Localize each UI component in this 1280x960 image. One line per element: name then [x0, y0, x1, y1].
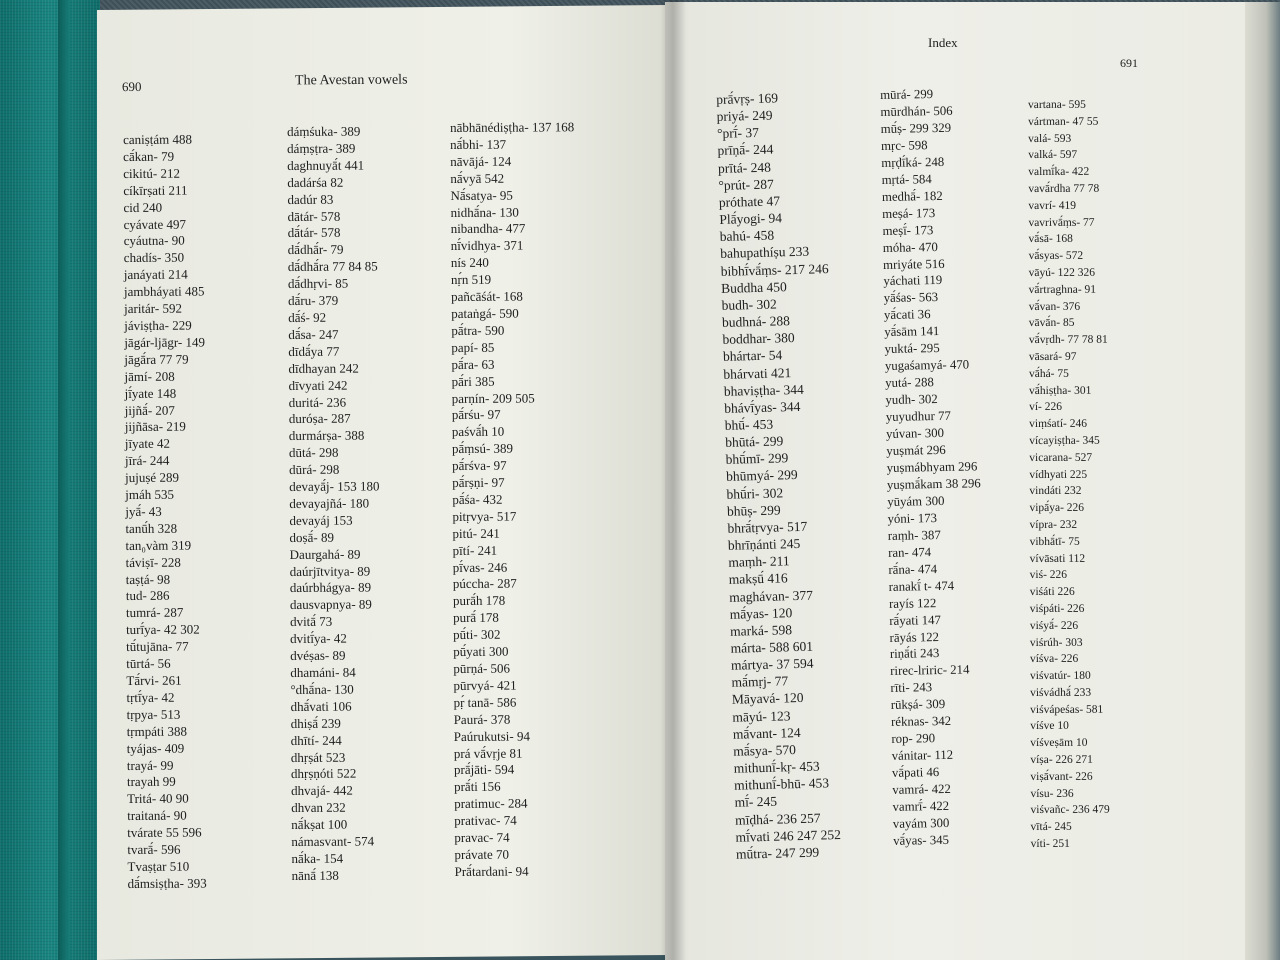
index-entry: bhū́mī- 299	[725, 450, 789, 468]
index-entry: vayám 300	[892, 815, 950, 831]
index-entry: maghávan- 377	[729, 587, 814, 605]
index-entry: taṣṭá- 98	[125, 571, 171, 587]
index-entry: raṃh- 387	[887, 527, 941, 543]
index-entry: vívāsati 112	[1029, 552, 1086, 565]
index-entry: pū́yati 300	[453, 643, 509, 660]
index-entry: mṛc- 598	[880, 138, 928, 153]
index-entry: nābhānédiṣṭha- 137 168	[450, 119, 575, 135]
index-entry: víśva- 226	[1029, 653, 1079, 666]
index-entry: yugaśamyá- 470	[884, 357, 970, 374]
index-entry: Paúrukutsi- 94	[453, 728, 531, 744]
index-entry: mūrá- 299	[880, 87, 934, 102]
index-entry: mā́vant- 124	[732, 724, 801, 742]
index-entry: maṃh- 211	[728, 553, 790, 571]
index-entry: parṇín- 209 505	[451, 389, 535, 406]
index-entry: turī́ya- 42 302	[125, 621, 200, 638]
index-entry: tvarā́- 596	[127, 841, 181, 858]
index-entry: Māyavá- 120	[731, 690, 804, 708]
index-entry: dūrá- 298	[289, 461, 340, 478]
index-entry: ranakī́ t- 474	[888, 578, 955, 594]
index-entry: bhūmyá- 299	[725, 467, 798, 485]
index-entry: dhṛṣṇóti 522	[290, 766, 357, 782]
index-entry: jyā́- 43	[125, 503, 162, 519]
index-entry: réknas- 342	[890, 714, 952, 730]
index-entry: vísu- 236	[1030, 787, 1074, 800]
index-entry: dā́tár- 578	[287, 225, 341, 241]
index-entry: trayah 99	[126, 774, 176, 790]
index-entry: daghnuyā́t 441	[287, 157, 365, 173]
index-entry: doṣā́- 89	[289, 529, 334, 545]
index-entry: Tā́rvi- 261	[126, 672, 182, 688]
index-entry: mártya- 37 594	[730, 655, 814, 673]
index-entry: víti- 251	[1030, 837, 1070, 851]
index-entry: vavrí- 419	[1028, 199, 1076, 212]
index-entry: bhūtá- 299	[725, 433, 784, 451]
index-entry: viśpáti- 226	[1029, 602, 1085, 615]
index-entry: cíkīrṣati 211	[123, 182, 188, 198]
index-entry: riṇā́ti 243	[889, 646, 940, 662]
index-entry: pā́ra- 63	[451, 356, 495, 372]
index-entry: yūyám 300	[887, 493, 945, 509]
index-entry: yā́sām 141	[884, 324, 940, 340]
book-gutter-shadow	[660, 0, 686, 960]
index-entry: vītá- 245	[1030, 821, 1072, 834]
index-entry: nā́ka- 154	[291, 850, 344, 866]
index-entry: dā́ru- 379	[288, 292, 339, 309]
index-entry: jāgā́ra 77 79	[124, 351, 189, 367]
index-entry: traitaná- 90	[127, 807, 187, 824]
index-entry: pataṅgá- 590	[451, 305, 519, 321]
index-entry: prā́ti 156	[454, 779, 501, 795]
index-entry: Tritá- 40 90	[127, 790, 189, 807]
index-entry: dā́msiṣṭha- 393	[127, 875, 207, 891]
index-entry: pā́rṣṇi- 97	[452, 474, 505, 491]
index-entry: jáviṣṭha- 229	[124, 317, 192, 333]
index-entry: tṛtī́ya- 42	[126, 689, 175, 705]
index-entry: pratimuc- 284	[454, 795, 528, 812]
index-entry: marká- 598	[729, 622, 793, 639]
index-entry: pī́vas- 246	[452, 559, 508, 575]
index-entry: jmáh 535	[125, 486, 175, 503]
index-entry: rop- 290	[891, 731, 936, 747]
index-entry: meṣī́- 173	[882, 222, 934, 238]
index-entry: Daurgahá- 89	[289, 546, 361, 562]
index-entry: dā́sa- 247	[288, 326, 339, 342]
index-entry: mīḍhá- 236 257	[734, 810, 821, 828]
index-entry: jaritár- 592	[124, 300, 182, 317]
index-entry: dhamáni- 84	[290, 664, 356, 680]
index-entry: dáṃśuka- 389	[287, 123, 361, 139]
index-entry: dadúr 83	[287, 191, 334, 207]
index-entry: pitṛvya- 517	[452, 508, 517, 524]
index-entry: prá vā́vṛje 81	[453, 745, 523, 761]
index-entry: mā́yas- 120	[729, 604, 793, 622]
index-entry: meṣá- 173	[882, 205, 936, 221]
index-entry: budhná- 288	[721, 313, 791, 330]
index-entry: durmárṣa- 388	[288, 427, 365, 444]
index-entry: prītá- 248	[717, 159, 772, 176]
index-entry: vā́rtraghna- 91	[1028, 283, 1097, 296]
index-entry: rā́na- 474	[888, 561, 938, 577]
index-entry: valmī́ka- 422	[1028, 165, 1090, 179]
index-entry: vavrivā́ṃs- 77	[1028, 216, 1095, 229]
index-entry: yóni- 173	[887, 510, 938, 526]
index-entry: vídhyati 225	[1029, 468, 1088, 481]
index-entry: Nā́satya- 95	[450, 187, 513, 203]
index-entry: yuṣmā́kam 38 296	[886, 476, 981, 492]
index-entry: Tvaṣṭar 510	[127, 858, 190, 874]
index-entry: bhū́- 453	[724, 416, 774, 433]
index-entry: vicarana- 527	[1029, 451, 1093, 464]
index-entry: yā́cati 36	[883, 307, 931, 323]
index-entry: vā́van- 376	[1028, 300, 1081, 313]
index-entry: pā́ri 385	[451, 373, 495, 389]
index-entry: vipā́ya- 226	[1029, 501, 1085, 515]
index-entry: prativac- 74	[454, 812, 517, 829]
index-entry: móha- 470	[882, 239, 939, 255]
index-entry: jijñāsa- 219	[124, 419, 186, 435]
index-entry: mā́mṛj- 77	[731, 673, 789, 691]
index-entry: dīdhayan 242	[288, 360, 359, 376]
index-entry: dūtá- 298	[288, 444, 339, 461]
index-entry: dvéṣas- 89	[290, 647, 346, 664]
index-entry: dhiṣā́ 239	[290, 715, 341, 731]
index-entry: dhītí- 244	[290, 732, 342, 748]
index-entry: mū́ṣ- 299 329	[880, 120, 952, 136]
index-entry: yúvan- 300	[885, 425, 945, 442]
index-entry: tṛmpáti 388	[126, 723, 188, 739]
index-entry: vindáti 232	[1029, 485, 1082, 498]
index-entry: caniṣṭám 488	[123, 131, 193, 147]
cloth-book-cover	[0, 0, 100, 960]
index-entry: vāyú- 122 326	[1028, 266, 1096, 279]
index-entry: jāgár-ljāgr- 149	[124, 334, 206, 350]
index-entry: chadís- 350	[123, 249, 185, 266]
index-entry: vāvā́n- 85	[1028, 317, 1075, 330]
index-entry: nā́vyā 542	[450, 170, 505, 186]
index-entry: vamrī́- 422	[892, 798, 950, 814]
right-page-number: 691	[1120, 56, 1138, 70]
index-entry: Prā́tardani- 94	[454, 863, 529, 879]
index-entry: valá- 593	[1028, 132, 1072, 145]
index-entry: táviṣī- 228	[125, 554, 181, 570]
index-entry: yuktá- 295	[884, 341, 940, 357]
index-entry: devayáj 153	[289, 512, 353, 528]
index-entry: vícayiṣṭha- 345	[1029, 434, 1100, 447]
index-entry: viśvápeśas- 581	[1030, 703, 1104, 716]
index-entry: paśvā́h 10	[451, 423, 505, 440]
index-entry: nā́bhi- 137	[450, 136, 507, 152]
index-entry: rā́yati 147	[889, 612, 941, 628]
index-entry: dausvapnya- 89	[289, 596, 372, 613]
index-entry: pā́tra- 590	[451, 322, 505, 338]
index-entry: cikitú- 212	[123, 165, 180, 181]
index-entry: mā́sya- 570	[733, 742, 797, 759]
index-entry: nāvājá- 124	[450, 153, 512, 169]
index-entry: priyá- 249	[716, 107, 773, 125]
index-entry: medhā́- 182	[881, 188, 943, 204]
index-entry: °prī́- 37	[716, 125, 760, 142]
index-entry: mṛtá- 584	[881, 171, 932, 187]
index-entry: yudh- 302	[885, 392, 938, 408]
index-entry: ran- 474	[888, 544, 932, 560]
index-entry: rirec-lriric- 214	[890, 662, 970, 679]
index-entry: boddhar- 380	[722, 330, 795, 348]
index-entry: mū́tra- 247 299	[735, 844, 820, 862]
index-entry: viśvatúr- 180	[1030, 669, 1091, 683]
index-entry: mī́- 245	[734, 794, 778, 811]
index-entry: tyájas- 409	[126, 740, 185, 756]
index-entry: dhā́vati 106	[290, 698, 352, 714]
index-entry: tanū́h 328	[125, 520, 178, 536]
index-entry: rūkṣá- 309	[890, 697, 946, 713]
index-entry: jijñā́- 207	[124, 402, 175, 418]
index-entry: mī́vati 246 247 252	[735, 826, 842, 845]
index-entry: jīrá- 244	[124, 452, 170, 469]
index-entry: viśrúh- 303	[1029, 636, 1083, 649]
index-entry: vā́há- 75	[1028, 367, 1069, 380]
index-entry: tvárate 55 596	[127, 824, 202, 841]
right-running-head: Index	[928, 35, 958, 50]
index-entry: Plā́yogi- 94	[719, 210, 783, 228]
index-entry: cyávate 497	[123, 216, 187, 232]
index-entry: bibhī́vā́ṃs- 217 246	[720, 260, 829, 279]
index-entry: pravac- 74	[454, 829, 510, 846]
index-entry: bhrā́tṛvya- 517	[727, 518, 808, 536]
index-entry: tan₀vàm 319	[125, 537, 192, 553]
index-entry: vāsará- 97	[1028, 350, 1077, 363]
index-entry: tūrtá- 56	[126, 655, 171, 672]
index-entry: purā́ 178	[452, 609, 499, 626]
index-entry: daúrjītvitya- 89	[289, 563, 371, 579]
index-entry: prā́jāti- 594	[453, 762, 515, 778]
index-entry: viś- 226	[1029, 569, 1068, 582]
index-column-right-2	[880, 85, 987, 849]
index-entry: vā́syas- 572	[1028, 249, 1084, 263]
index-entry: viṃśatí- 246	[1029, 417, 1087, 431]
index-entry: bhaviṣṭha- 344	[723, 381, 804, 399]
index-entry: nṛ́n 519	[450, 271, 492, 288]
index-entry: dīvyati 242	[288, 377, 348, 393]
index-entry: duróṣa- 287	[288, 411, 351, 427]
index-entry: pitú- 241	[452, 525, 500, 541]
index-entry: dhvajá- 442	[291, 782, 353, 799]
index-entry: tū́tujāna- 77	[126, 638, 189, 655]
index-entry: viśyā́- 226	[1029, 619, 1079, 632]
index-entry: yáchati 119	[883, 273, 943, 289]
index-entry: vā́pati 46	[891, 765, 940, 781]
index-entry: yuṣmát 296	[886, 442, 946, 458]
index-entry: právate 70	[454, 846, 510, 862]
index-entry: tud- 286	[125, 588, 170, 604]
left-running-head: The Avestan vowels	[294, 72, 408, 89]
index-entry: víṣa- 226 271	[1030, 753, 1093, 767]
index-entry: pū́ti- 302	[453, 626, 501, 643]
index-entry: tumrá- 287	[125, 605, 184, 621]
index-entry: jīyate 42	[124, 436, 171, 452]
index-entry: dīdā́ya 77	[288, 343, 340, 359]
index-entry: dáṃṣṭra- 389	[287, 140, 356, 156]
index-entry: bhūṣ- 299	[726, 502, 781, 519]
index-entry: vibhā́tī- 75	[1029, 535, 1080, 548]
index-entry: pañcāśát- 168	[451, 288, 523, 305]
index-entry: vā́yas- 345	[893, 832, 950, 848]
index-entry: jāmí- 208	[124, 368, 175, 384]
index-entry: nānā́ 138	[291, 867, 339, 883]
index-entry: rīti- 243	[890, 680, 933, 696]
index-entry: dadárśa 82	[287, 174, 344, 190]
index-entry: yuyudhur 77	[885, 408, 951, 425]
index-column-right-1	[716, 88, 844, 863]
index-entry: mriyáte 516	[882, 256, 945, 272]
index-entry: próthate 47	[718, 193, 781, 210]
index-entry: vavā́rdha 77 78	[1028, 182, 1100, 195]
index-entry: nís 240	[450, 255, 489, 271]
index-entry: yuṣmábhyam 296	[886, 459, 978, 475]
index-entry: pūrvyá- 421	[453, 677, 517, 693]
index-entry: jī́yate 148	[124, 385, 177, 401]
right-page-edge	[1245, 2, 1280, 960]
index-column-left-2	[287, 123, 382, 884]
index-column-right-3	[1028, 97, 1110, 853]
index-entry: viśáti 226	[1029, 585, 1075, 599]
index-entry: rayís 122	[888, 595, 937, 611]
index-entry: bahupathíṣu 233	[720, 244, 810, 262]
index-entry: víśveṣām 10	[1030, 737, 1088, 750]
index-entry: vā́hiṣṭha- 301	[1029, 384, 1092, 397]
index-entry: dhvan 232	[291, 799, 346, 816]
index-entry: pā́ṃsú- 389	[451, 440, 514, 457]
index-entry: mūrdhán- 506	[880, 103, 953, 119]
index-entry: bahú- 458	[719, 227, 775, 245]
index-entry: Paurá- 378	[453, 711, 511, 727]
index-entry: dhṛṣát 523	[290, 749, 346, 765]
index-entry: dā́dhṛvi- 85	[287, 275, 349, 292]
index-entry: jujuṣé 289	[125, 469, 179, 486]
index-entry: yutá- 288	[885, 375, 934, 391]
index-entry: budh- 302	[721, 296, 777, 313]
index-entry: māyú- 123	[732, 707, 791, 725]
index-entry: dā́ś- 92	[288, 309, 327, 325]
index-entry: tṛpya- 513	[126, 706, 181, 722]
index-entry: pā́rśu- 97	[451, 407, 501, 423]
index-entry: °prút- 287	[718, 176, 774, 193]
index-entry: dā́dhā́r- 79	[287, 242, 344, 258]
index-entry: dā́dhā́ra 77 84 85	[287, 258, 378, 275]
index-entry: cā́kan- 79	[123, 148, 175, 164]
index-entry: ví- 226	[1029, 401, 1063, 414]
index-entry: prīṇā́- 244	[717, 141, 774, 159]
index-entry: bhávī́yas- 344	[724, 398, 801, 416]
index-entry: bhrīṇánti 245	[727, 536, 801, 553]
index-entry: daúrbhágya- 89	[289, 579, 372, 596]
left-page-number: 690	[121, 78, 142, 95]
index-entry: prā́vṛṣ- 169	[716, 90, 779, 107]
index-entry: cid 240	[123, 199, 163, 215]
index-entry: mithunī́-bhū- 453	[733, 775, 830, 794]
index-entry: viśvañc- 236 479	[1030, 804, 1110, 817]
index-entry: vánitar- 112	[891, 747, 954, 764]
index-entry: valká- 597	[1028, 149, 1078, 162]
index-entry: vartana- 595	[1028, 98, 1086, 111]
index-entry: púccha- 287	[452, 576, 517, 592]
index-entry: nī́vidhya- 371	[450, 237, 524, 254]
index-entry: pītí- 241	[452, 542, 498, 558]
index-entry: vā́vṛdh- 77 78 81	[1028, 333, 1108, 347]
index-entry: duritá- 236	[288, 394, 347, 410]
index-entry: papí- 85	[451, 339, 495, 355]
index-entry: yā́śas- 563	[883, 290, 939, 306]
index-entry: makṣū́ 416	[728, 570, 788, 588]
index-entry: pṛ́ tanā- 586	[453, 694, 517, 710]
index-entry: viśvádhā́ 233	[1030, 686, 1092, 699]
index-entry: dvitī́ya- 42	[290, 630, 347, 647]
index-entry: trayá- 99	[126, 757, 174, 773]
index-entry: devayā́j- 153 180	[289, 478, 380, 495]
index-entry: nibandha- 477	[450, 220, 526, 237]
index-entry: °dhā́na- 130	[290, 681, 354, 697]
index-entry: víśve 10	[1030, 720, 1069, 733]
cover-spine-edge	[58, 0, 70, 960]
index-entry: pā́śa- 432	[452, 491, 503, 507]
index-entry: námasvant- 574	[291, 833, 375, 850]
index-entry: nidhā́na- 130	[450, 204, 519, 220]
index-entry: jambháyati 485	[123, 283, 205, 300]
index-entry: mithunī́-kṛ- 453	[733, 758, 820, 776]
index-entry: rāyás 122	[889, 629, 940, 645]
index-entry: purā́h 178	[452, 593, 506, 609]
index-entry: mṛḍī́ká- 248	[881, 154, 945, 170]
index-entry: pā́rśva- 97	[452, 457, 507, 474]
index-entry: vamrá- 422	[892, 781, 952, 797]
index-entry: cyáutna- 90	[123, 233, 185, 249]
index-column-left-1	[123, 132, 208, 893]
index-entry: bhū́ri- 302	[726, 484, 784, 502]
index-entry: dvitā́ 73	[289, 614, 333, 630]
index-entry: vā́sā- 168	[1028, 233, 1073, 246]
index-entry: viṣā́vant- 226	[1030, 770, 1093, 783]
index-entry: bhártar- 54	[722, 347, 783, 365]
index-entry: bhárvati 421	[723, 364, 792, 382]
index-entry: Buddha 450	[720, 278, 787, 296]
index-column-left-3	[450, 119, 579, 881]
index-entry: janáyati 214	[123, 266, 188, 283]
index-entry: vípra- 232	[1029, 518, 1078, 531]
index-entry: nā́kṣat 100	[291, 816, 348, 833]
index-entry: vártman- 47 55	[1028, 115, 1099, 128]
index-entry: pūrṇá- 506	[453, 660, 511, 676]
index-entry: devayajñá- 180	[289, 495, 370, 511]
index-entry: dātár- 578	[287, 208, 341, 224]
index-entry: márta- 588 601	[730, 638, 814, 656]
